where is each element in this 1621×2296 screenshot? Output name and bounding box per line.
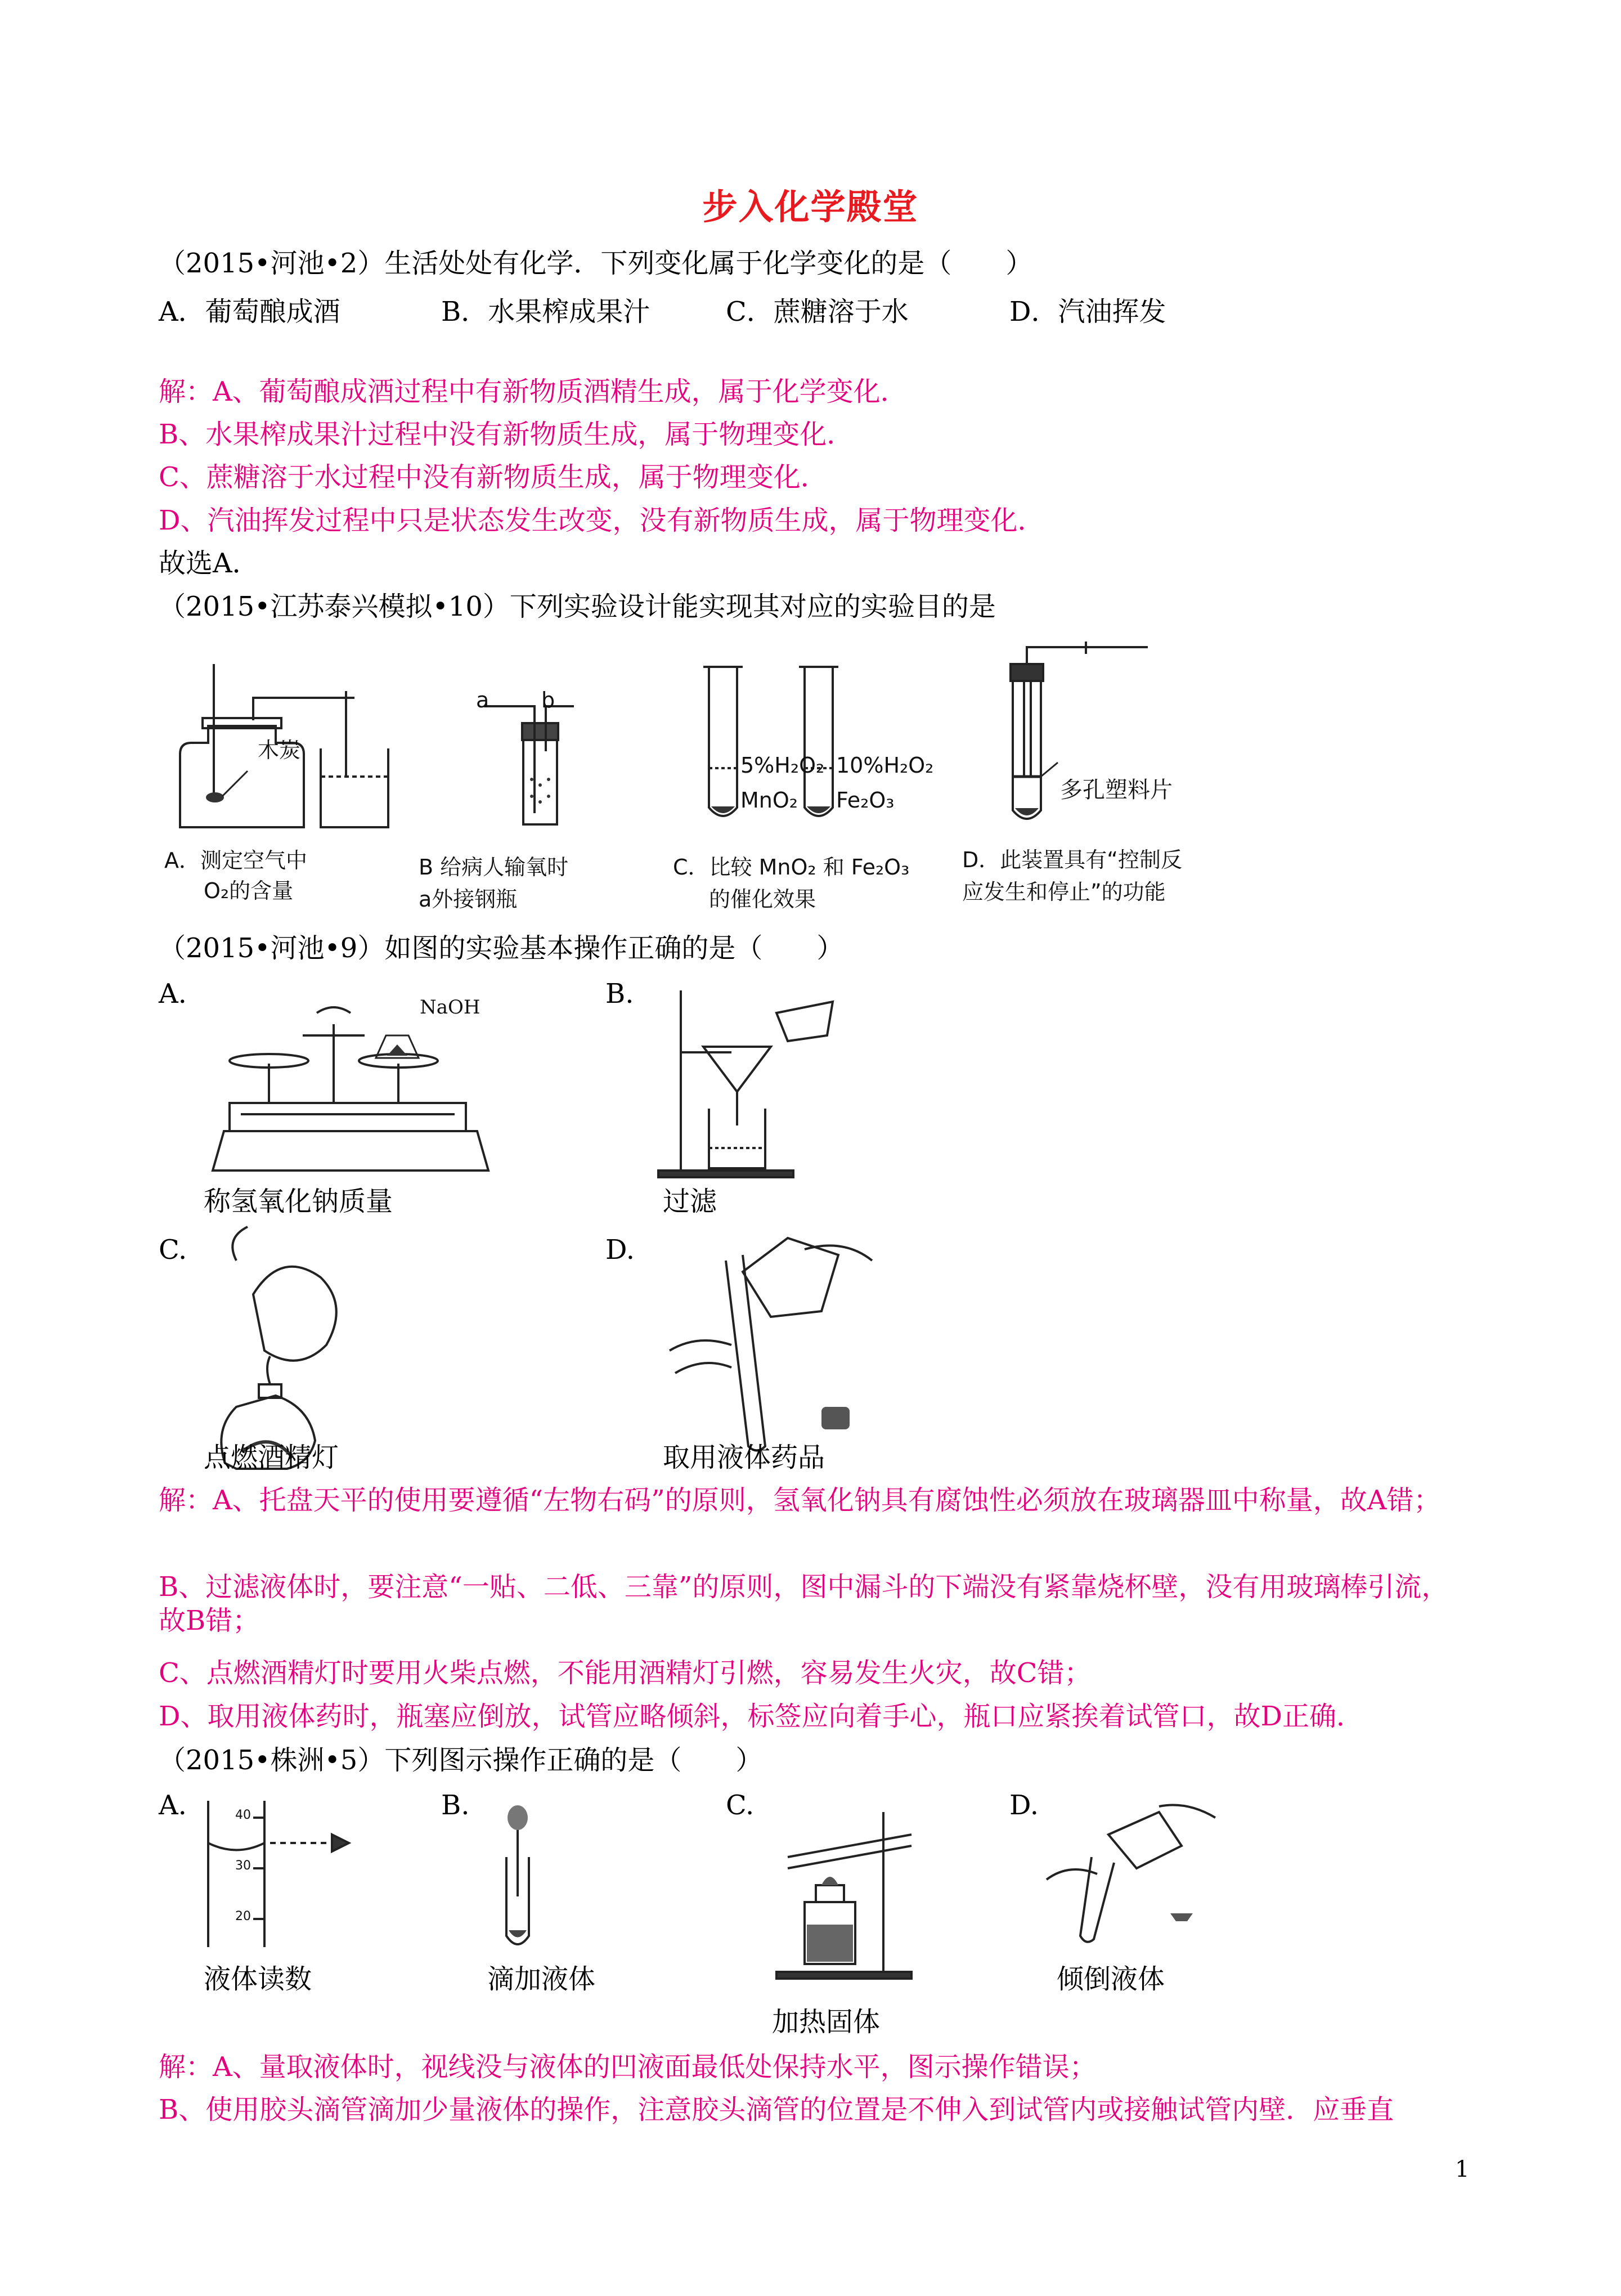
- q3-caption-c: 点燃酒精灯: [204, 1442, 339, 1473]
- q3-letter-d: D.: [605, 1234, 635, 1266]
- figure-2b-letter-a: a: [476, 688, 490, 712]
- q3-caption-b: 过滤: [663, 1186, 717, 1217]
- q4-caption-b: 滴加液体: [487, 1963, 596, 1995]
- figure-2b-wash-bottle: [416, 701, 585, 841]
- question-2-stem: （2015•江苏泰兴模拟•10）下列实验设计能实现其对应的实验目的是: [159, 591, 996, 622]
- q1-option-d: D．汽油挥发: [1009, 296, 1166, 328]
- q4-caption-d: 倾倒液体: [1057, 1963, 1165, 1995]
- figure-3c-alcohol-lamps: [214, 1227, 394, 1474]
- figure-4d-pouring: [1047, 1801, 1227, 1953]
- q3-solution-line: D、取用液体药时，瓶塞应倒放，试管应略倾斜，标签应向着手心，瓶口应紧挨着试管口，故D正确．: [159, 1701, 1363, 1732]
- q1-option-c: C．蔗糖溶于水: [726, 296, 909, 328]
- figure-2a-charcoal-label: 木炭: [258, 738, 301, 763]
- q4-solution-line: B、使用胶头滴管滴加少量液体的操作，注意胶头滴管的位置是不伸入到试管内或接触试管内壁．应垂直: [159, 2094, 1394, 2125]
- q4-caption-c: 加热固体: [772, 2006, 881, 2038]
- figure-2c-tube2-liquid: 10%H₂O₂: [836, 753, 934, 778]
- q4-solution-line: 解：A、量取液体时，视线没与液体的凹液面最低处保持水平，图示操作错误；: [159, 2051, 1097, 2083]
- figure-2a-caption: A．测定空气中: [164, 848, 307, 873]
- figure-2d-plate-label: 多孔塑料片: [1060, 777, 1173, 803]
- figure-2d-caption: 应发生和停止”的功能: [962, 880, 1166, 904]
- q3-letter-c: C.: [159, 1234, 187, 1266]
- q3-solution-line: 解：A、托盘天平的使用要遵循“左物右码”的原则，氢氧化钠具有腐蚀性必须放在玻璃器皿中称量，故A错；: [159, 1485, 1441, 1516]
- figure-4b-dropper: [478, 1806, 568, 1953]
- q3-solution-line: B、过滤液体时，要注意“一贴、二低、三靠”的原则，图中漏斗的下端没有紧靠烧杯壁，没有用玻璃棒引流，故B错；: [159, 1571, 1449, 1636]
- q3-caption-a: 称氢氧化钠质量: [204, 1186, 393, 1217]
- q3-solution-line: C、点燃酒精灯时要用火柴点燃，不能用酒精灯引燃，容易发生火灾，故C错；: [159, 1657, 1092, 1689]
- page-title: 步入化学殿堂: [702, 186, 919, 227]
- figure-2c-tube1-liquid: 5%H₂O₂: [740, 753, 825, 778]
- q1-option-b: B．水果榨成果汁: [441, 296, 650, 328]
- figure-3d-pouring: [658, 1238, 895, 1452]
- figure-3a-naoh-label: NaOH: [420, 996, 481, 1019]
- question-3-stem: （2015•河池•9）如图的实验基本操作正确的是（ ）: [159, 932, 844, 964]
- figure-4c-heating: [771, 1812, 951, 1981]
- q1-answer: 故选A．: [159, 548, 259, 579]
- figure-2b-caption: a外接钢瓶: [419, 887, 518, 912]
- figure-3b-filtration: [647, 979, 850, 1182]
- question-4-stem: （2015•株洲•5）下列图示操作正确的是（ ）: [159, 1745, 763, 1776]
- q4-letter-a: A.: [159, 1790, 187, 1821]
- q3-letter-b: B.: [605, 978, 634, 1010]
- figure-2d-caption: D．此装置具有“控制反: [962, 847, 1182, 872]
- figure-2a-caption: O₂的含量: [204, 878, 294, 903]
- page-number: 1: [1455, 2156, 1470, 2182]
- figure-2c-caption: C．比较 MnO₂ 和 Fe₂O₃: [673, 855, 910, 880]
- figure-2c-caption: 的催化效果: [709, 887, 816, 912]
- question-1-stem: （2015•河池•2）生活处处有化学．下列变化属于化学变化的是（ ）: [159, 248, 1033, 279]
- q1-option-a: A．葡萄酿成酒: [159, 296, 340, 328]
- q3-letter-a: A.: [159, 978, 187, 1010]
- q1-solution-line: B、水果榨成果汁过程中没有新物质生成，属于物理变化．: [159, 419, 854, 450]
- q3-caption-d: 取用液体药品: [663, 1442, 825, 1473]
- figure-2b-caption: B 给病人输氧时: [419, 855, 569, 880]
- figure-3a-balance: [207, 1002, 500, 1182]
- q1-solution-line: D、汽油挥发过程中只是状态发生改变，没有新物质生成，属于物理变化．: [159, 505, 1045, 536]
- figure-2b-letter-b: b: [541, 688, 555, 712]
- figure-4a-scale-30: 30: [235, 1859, 251, 1873]
- q1-solution-line: 解：A、葡萄酿成酒过程中有新物质酒精生成，属于化学变化．: [159, 376, 908, 407]
- figure-2d-control-device: [1002, 642, 1170, 833]
- figure-4a-scale-20: 20: [235, 1909, 251, 1923]
- figure-2c-tube1-catalyst: MnO₂: [740, 788, 798, 813]
- figure-4a-cylinder: [203, 1801, 371, 1953]
- figure-2c-tube2-catalyst: Fe₂O₃: [836, 788, 895, 813]
- q4-letter-c: C.: [726, 1790, 755, 1821]
- figure-4a-scale-40: 40: [235, 1808, 251, 1822]
- q1-solution-line: C、蔗糖溶于水过程中没有新物质生成，属于物理变化．: [159, 461, 828, 493]
- q4-letter-b: B.: [441, 1790, 470, 1821]
- q4-caption-a: 液体读数: [204, 1963, 312, 1995]
- q4-letter-d: D.: [1009, 1790, 1039, 1821]
